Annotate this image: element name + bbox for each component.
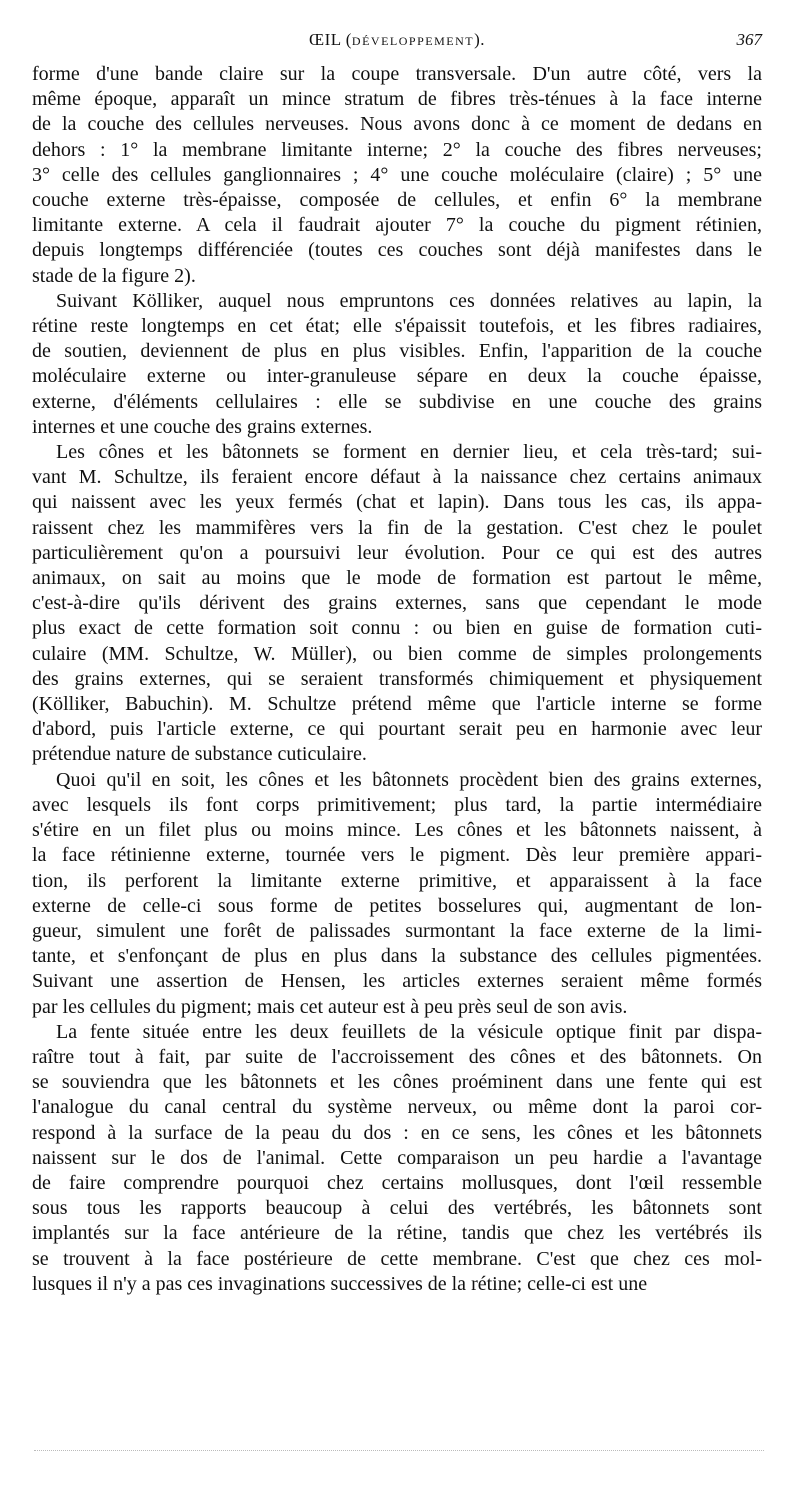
text-line: des grains externes, qui se seraient transformés chimiquement et physiquement [32, 667, 762, 690]
text-line: implantés sur la face antérieure de la rétine, tandis que chez les vertébrés ils [32, 1222, 762, 1245]
document-page [32, 30, 762, 1297]
text-line: Suivant Kölliker, auquel nous empruntons ces données relatives au lapin, la [56, 289, 762, 312]
text-line: s'étire en un filet plus ou moins mince. Les cônes et les bâtonnets naissent, à [32, 819, 762, 842]
text-line: l'analogue du canal central du système nerveux, ou même dont la paroi cor- [32, 1096, 762, 1119]
bottom-rule [34, 1450, 764, 1453]
text-line: raissent chez les mammifères vers la fin de la gestation. C'est chez le poulet [32, 516, 762, 539]
text-line: qui naissent avec les yeux fermés (chat et lapin). Dans tous les cas, ils appa- [32, 491, 762, 514]
text-line: la face rétinienne externe, tournée vers le pigment. Dès leur première appari- [32, 844, 762, 867]
text-line: stade de la figure 2). [32, 264, 196, 287]
text-line: externe, d'éléments cellulaires : elle se subdivise en une couche des grains [32, 390, 762, 413]
text-line: naissent sur le dos de l'animal. Cette comparaison un peu hardie a l'avantage [32, 1146, 762, 1169]
text-line: c'est-à-dire qu'ils dérivent des grains externes, sans que cependant le mode [32, 592, 762, 615]
text-line: Quoi qu'il en soit, les cônes et les bâtonnets procèdent bien des grains externes, [56, 768, 762, 791]
paragraph [32, 768, 762, 1020]
text-line: tante, et s'enfonçant de plus en plus dans la substance des cellules pigmentées. [32, 945, 762, 968]
text-line: par les cellules du pigment; mais cet auteur est à peu près seul de son avis. [32, 995, 628, 1018]
text-line: avec lesquels ils font corps primitivement; plus tard, la partie intermédiaire [32, 793, 762, 816]
text-line: animaux, on sait au moins que le mode de formation est partout le même, [32, 567, 762, 590]
text-line: (Kölliker, Babuchin). M. Schultze prétend même que l'article interne se forme [32, 693, 762, 716]
page-number: 367 [736, 30, 762, 49]
running-title [32, 30, 762, 50]
text-line: culaire (MM. Schultze, W. Müller), ou bien comme de simples prolongements [32, 642, 762, 665]
text-line: dehors : 1° la membrane limitante interne; 2° la couche des fibres nerveuses; [32, 138, 762, 161]
text-line: externe de celle-ci sous forme de petites bosselures qui, augmentant de lon- [32, 894, 762, 917]
text-line: internes et une couche des grains externes. [32, 415, 373, 438]
running-title-paren-close: ). [474, 30, 486, 49]
text-line: 3° celle des cellules ganglionnaires ; 4° une couche moléculaire (claire) ; 5° une [32, 163, 762, 186]
text-line: moléculaire externe ou inter-granuleuse sépare en deux la couche épaisse, [32, 365, 762, 388]
body-text [32, 62, 762, 1297]
text-line: sous tous les rapports beaucoup à celui des vertébrés, les bâtonnets sont [32, 1197, 762, 1220]
running-title-section: DÉVELOPPEMENT [351, 34, 475, 48]
text-line: gueur, simulent une forêt de palissades surmontant la face externe de la limi- [32, 919, 762, 942]
text-line: se souviendra que les bâtonnets et les cônes proéminent dans une fente qui est [32, 1071, 762, 1094]
paragraph [32, 289, 762, 440]
text-line: respond à la surface de la peau du dos : en ce sens, les cônes et les bâtonnets [32, 1121, 762, 1144]
running-title-paren-open: ( [345, 30, 352, 49]
text-line: plus exact de cette formation soit connu : ou bien en guise de formation cuti- [32, 617, 762, 640]
text-line: vant M. Schultze, ils feraient encore défaut à la naissance chez certains animaux [32, 466, 762, 489]
text-line: particulièrement qu'on a poursuivi leur évolution. Pour ce qui est des autres [32, 541, 762, 564]
text-line: lusques il n'y a pas ces invaginations successives de la rétine; celle-ci est une [32, 1272, 648, 1295]
text-line: Suivant une assertion de Hensen, les articles externes seraient même formés [32, 970, 762, 993]
text-line: même époque, apparaît un mince stratum de fibres très-ténues à la face interne [32, 88, 762, 111]
text-line: couche externe très-épaisse, composée de cellules, et enfin 6° la membrane [32, 189, 762, 212]
text-line: depuis longtemps différenciée (toutes ces couches sont déjà manifestes dans le [32, 239, 762, 262]
text-line: tion, ils perforent la limitante externe primitive, et apparaissent à la face [32, 869, 762, 892]
text-line: rétine reste longtemps en cet état; elle s'épaissit toutefois, et les fibres radiaires, [32, 315, 762, 338]
paragraph [32, 440, 762, 768]
text-line: d'abord, puis l'article externe, ce qui pourtant serait peu en harmonie avec leur [32, 718, 762, 741]
paragraph [32, 1020, 762, 1297]
text-line: Les cônes et les bâtonnets se forment en dernier lieu, et cela très-tard; sui- [56, 441, 762, 464]
text-line: de faire comprendre pourquoi chez certains mollusques, dont l'œil ressemble [32, 1171, 762, 1194]
running-header [32, 30, 762, 56]
text-line: de la couche des cellules nerveuses. Nous avons donc à ce moment de dedans en [32, 113, 762, 136]
text-line: prétendue nature de substance cuticulaire. [32, 743, 367, 766]
text-line: de soutien, deviennent de plus en plus visibles. Enfin, l'apparition de la couche [32, 340, 762, 363]
text-line: La fente située entre les deux feuillets de la vésicule optique finit par dispa- [56, 1020, 762, 1043]
text-line: raître tout à fait, par suite de l'accroissement des cônes et des bâtonnets. On [32, 1045, 762, 1068]
text-line: forme d'une bande claire sur la coupe transversale. D'un autre côté, vers la [32, 63, 762, 85]
running-title-main: ŒIL [308, 30, 341, 49]
text-line: se trouvent à la face postérieure de cette membrane. C'est que chez ces mol- [32, 1247, 762, 1270]
text-line: limitante externe. A cela il faudrait ajouter 7° la couche du pigment rétinien, [32, 214, 762, 237]
paragraph [32, 62, 762, 289]
